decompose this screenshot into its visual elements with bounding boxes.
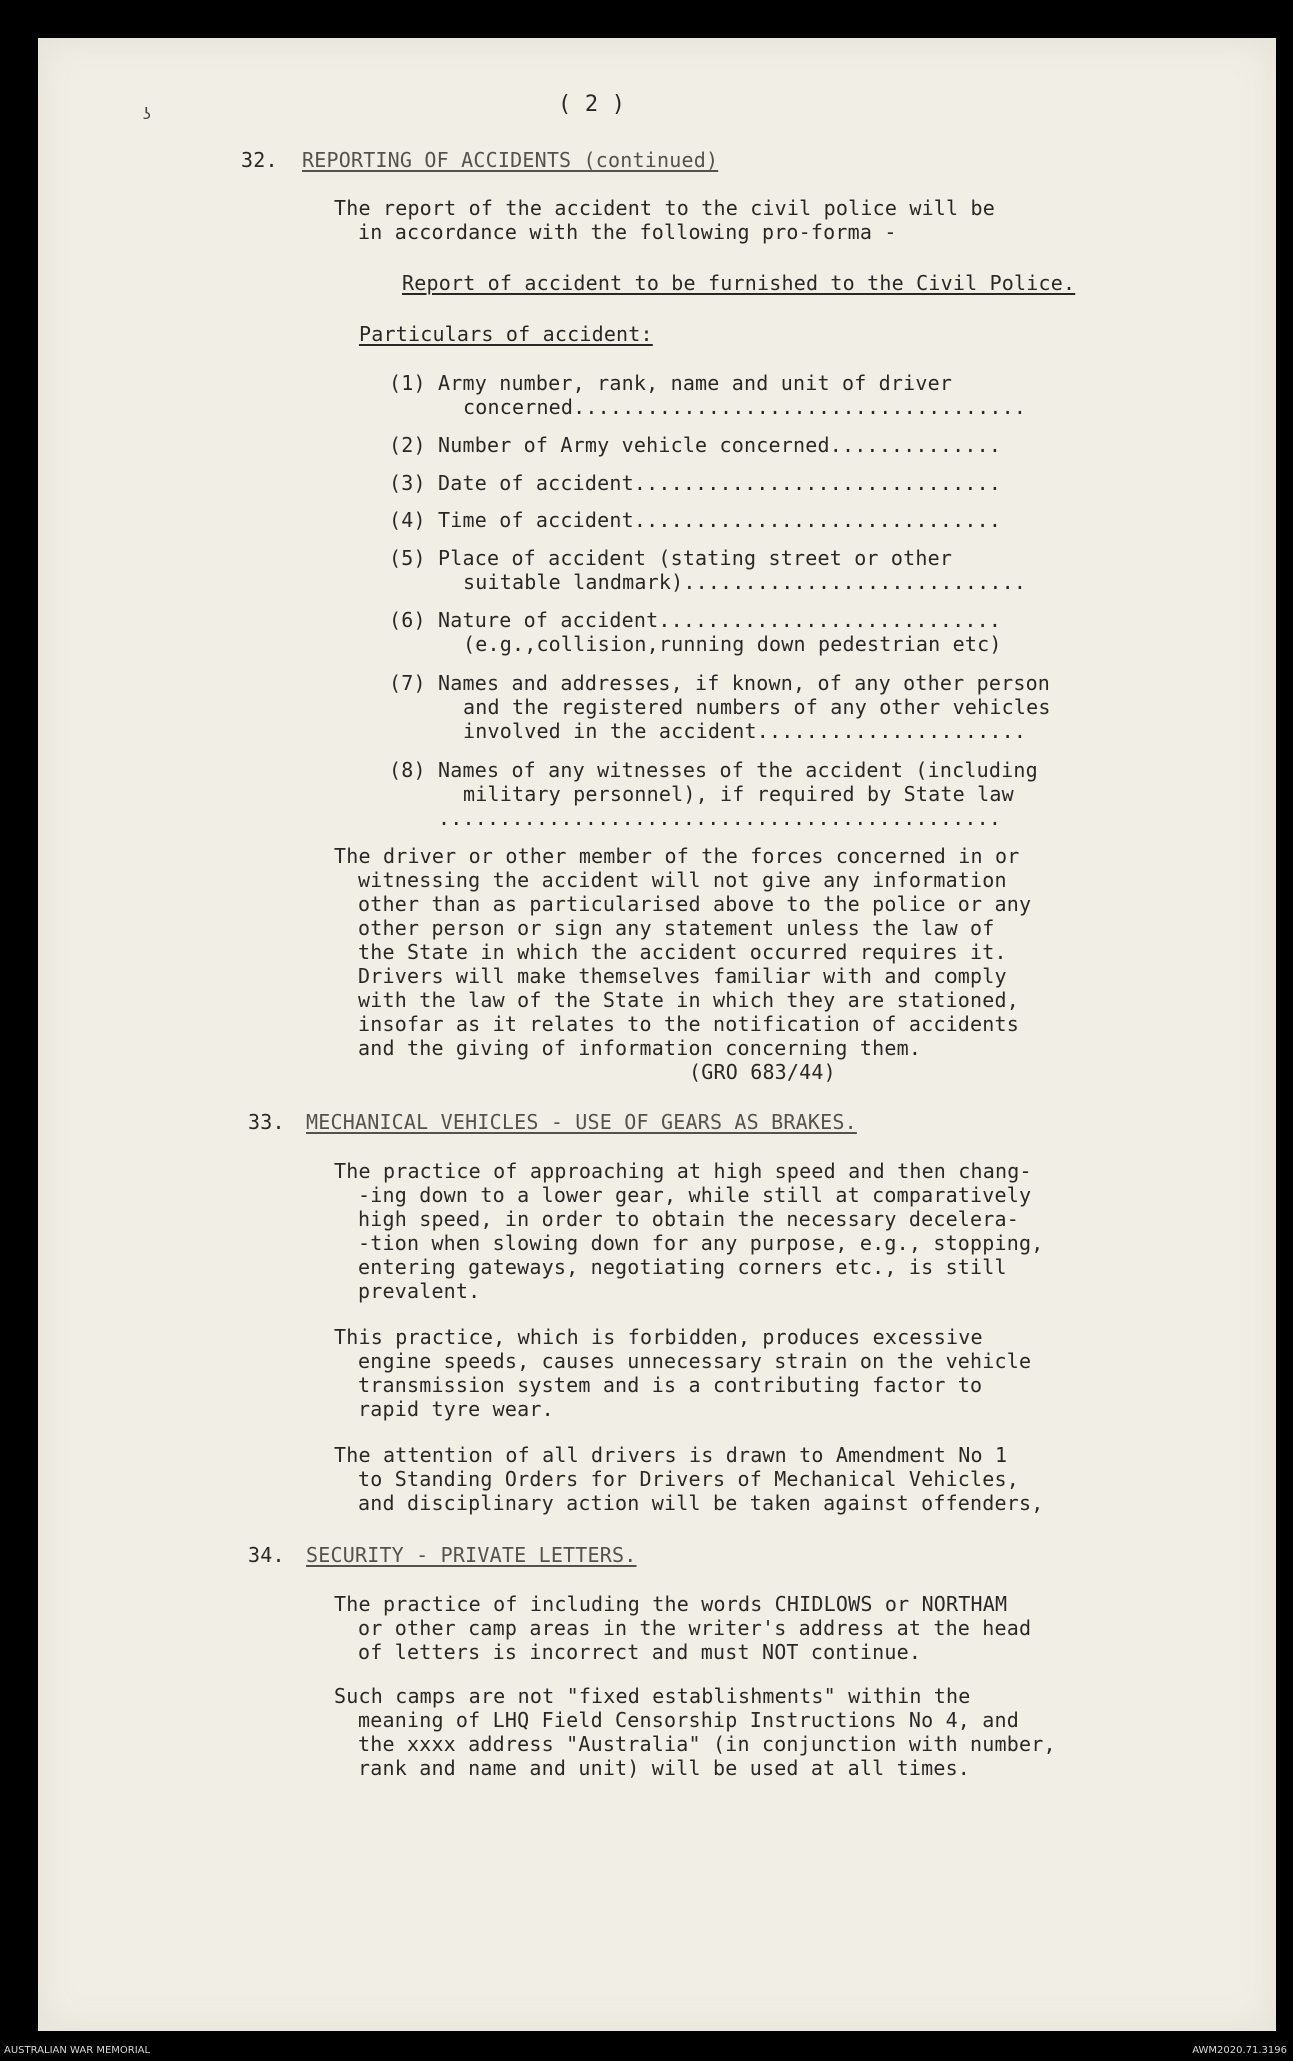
s32-para-line: the State in which the accident occurred requires it.: [358, 940, 1007, 964]
s33-p1-line: The practice of approaching at high speed and then chang-: [334, 1159, 1032, 1183]
item-line: Time of accident..............................: [438, 508, 1002, 532]
page-number: ( 2 ): [558, 92, 626, 117]
s33-p2-line: engine speeds, causes unnecessary strain on the vehicle: [358, 1349, 1032, 1373]
item-number: (2): [389, 433, 426, 457]
section-32-heading: REPORTING OF ACCIDENTS (continued): [302, 148, 719, 172]
s33-p1-line: -tion when slowing down for any purpose, e.g., stopping,: [358, 1231, 1044, 1255]
s34-p2-line: Such camps are not "fixed establishments" within the: [334, 1684, 971, 1708]
item-line: Nature of accident............................: [438, 608, 1002, 632]
item-number: (8): [389, 758, 426, 782]
section-34-heading: SECURITY - PRIVATE LETTERS.: [306, 1543, 637, 1567]
item-line: Names of any witnesses of the accident (including: [438, 758, 1038, 782]
form-title: Report of accident to be furnished to the Civil Police.: [402, 271, 1076, 295]
footer-institution: AUSTRALIAN WAR MEMORIAL: [4, 2045, 151, 2056]
section-33-number: 33.: [248, 1110, 285, 1134]
s33-p2-line: This practice, which is forbidden, produces excessive: [334, 1325, 983, 1349]
s34-p1-line: or other camp areas in the writer's address at the head: [358, 1616, 1032, 1640]
item-line: suitable landmark)............................: [463, 570, 1027, 594]
s32-para-line: insofar as it relates to the notification of accidents: [358, 1012, 1020, 1036]
s32-intro-line-2: in accordance with the following pro-forma -: [358, 220, 897, 244]
s34-p1-line: The practice of including the words CHIDLOWS or NORTHAM: [334, 1592, 1008, 1616]
s33-p1-line: prevalent.: [358, 1279, 481, 1303]
item-line: (e.g.,collision,running down pedestrian etc): [463, 632, 1002, 656]
pencil-mark: ʖ: [142, 104, 152, 123]
item-number: (4): [389, 508, 426, 532]
s33-p3-line: The attention of all drivers is drawn to Amendment No 1: [334, 1443, 1008, 1467]
s32-para-line: other person or sign any statement unless the law of: [358, 916, 995, 940]
s32-para-line: witnessing the accident will not give any information: [358, 868, 1007, 892]
s33-p2-line: transmission system and is a contributing factor to: [358, 1373, 983, 1397]
section-34-number: 34.: [248, 1543, 285, 1567]
s33-p1-line: -ing down to a lower gear, while still at comparatively: [358, 1183, 1032, 1207]
s33-p2-line: rapid tyre wear.: [358, 1397, 554, 1421]
item-line: ..............................................: [438, 806, 1002, 830]
item-line: involved in the accident......................: [463, 719, 1027, 743]
item-line: concerned.....................................: [463, 395, 1027, 419]
item-number: (5): [389, 546, 426, 570]
s33-p1-line: entering gateways, negotiating corners etc., is still: [358, 1255, 1007, 1279]
s34-p2-line: meaning of LHQ Field Censorship Instructions No 4, and: [358, 1708, 1020, 1732]
s32-para-line: with the law of the State in which they are stationed,: [358, 988, 1020, 1012]
s34-p2-line: rank and name and unit) will be used at all times.: [358, 1756, 971, 1780]
s32-intro-line-1: The report of the accident to the civil police will be: [334, 196, 996, 220]
section-32-number: 32.: [241, 148, 278, 172]
item-number: (6): [389, 608, 426, 632]
s33-p1-line: high speed, in order to obtain the necessary decelera-: [358, 1207, 1020, 1231]
item-number: (1): [389, 371, 426, 395]
item-line: Names and addresses, if known, of any other person: [438, 671, 1051, 695]
s32-para-line: other than as particularised above to the police or any: [358, 892, 1032, 916]
item-number: (7): [389, 671, 426, 695]
item-line: and the registered numbers of any other vehicles: [463, 695, 1051, 719]
s32-para-line: Drivers will make themselves familiar with and comply: [358, 964, 1007, 988]
item-number: (3): [389, 471, 426, 495]
archive-footer: [0, 2040, 1293, 2061]
s34-p2-line: the xxxx address "Australia" (in conjunction with number,: [358, 1732, 1056, 1756]
footer-accession-number: AWM2020.71.3196: [1192, 2045, 1287, 2056]
particulars-heading: Particulars of accident:: [359, 322, 653, 346]
s34-p1-line: of letters is incorrect and must NOT continue.: [358, 1640, 922, 1664]
item-line: Army number, rank, name and unit of driver: [438, 371, 953, 395]
item-line: military personnel), if required by State law: [463, 782, 1014, 806]
s33-p3-line: to Standing Orders for Drivers of Mechanical Vehicles,: [358, 1467, 1020, 1491]
s32-para-line: The driver or other member of the forces concerned in or: [334, 844, 1020, 868]
document-page: [38, 38, 1276, 2031]
item-line: Date of accident..............................: [438, 471, 1002, 495]
item-line: Number of Army vehicle concerned..............: [438, 433, 1002, 457]
s33-p3-line: and disciplinary action will be taken against offenders,: [358, 1491, 1044, 1515]
section-33-heading: MECHANICAL VEHICLES - USE OF GEARS AS BRAKES.: [306, 1110, 857, 1134]
gro-reference: (GRO 683/44): [689, 1060, 836, 1084]
s32-para-line: and the giving of information concerning them.: [358, 1036, 922, 1060]
item-line: Place of accident (stating street or other: [438, 546, 953, 570]
